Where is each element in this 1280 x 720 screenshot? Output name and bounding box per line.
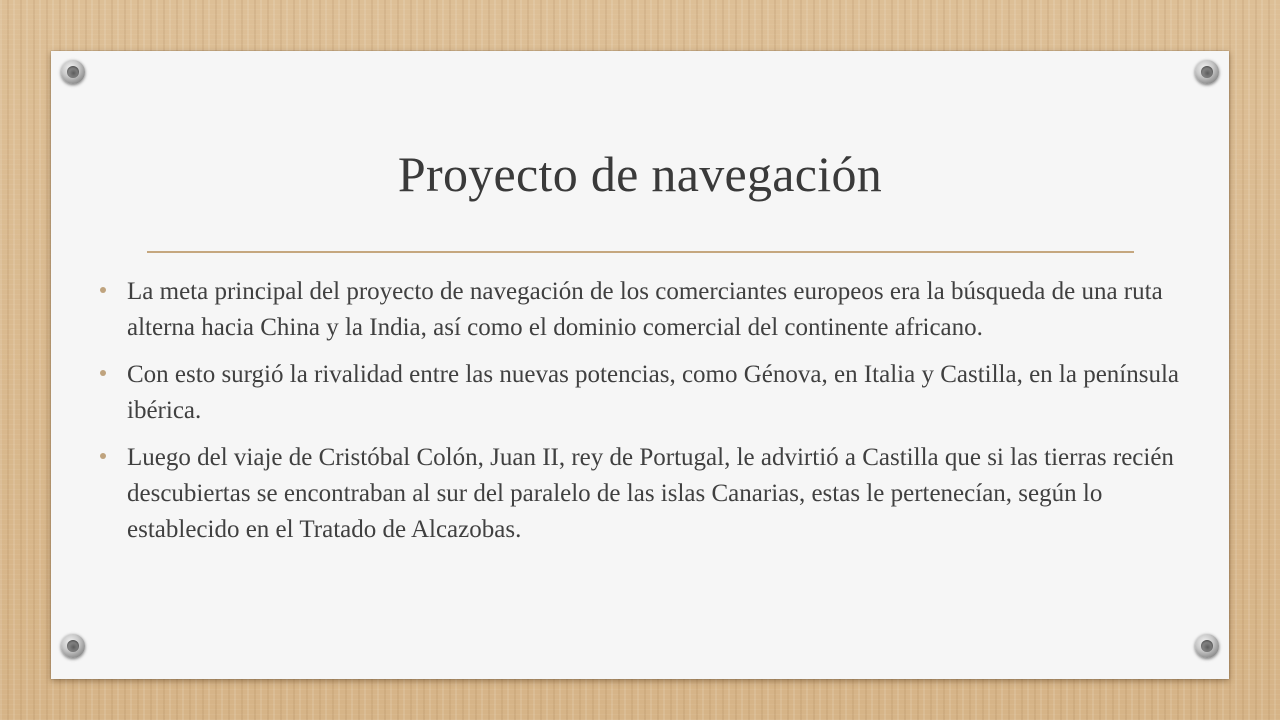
bullet-item (100, 440, 1180, 548)
bullet-item (100, 274, 1180, 346)
bullet-text: La meta principal del proyecto de navegación de los comerciantes europeos era la búsqueda de una ruta alterna hacia China y la India, así como el dominio comercial del continente africano. (127, 278, 1163, 341)
bullet-list (100, 274, 1180, 559)
pushpin-icon (61, 60, 85, 84)
pushpin-icon (61, 634, 85, 658)
title-divider (147, 251, 1134, 253)
bullet-dot-icon (100, 453, 106, 459)
bullet-dot-icon (100, 287, 106, 293)
bullet-item (100, 357, 1180, 429)
bullet-text: Luego del viaje de Cristóbal Colón, Juan II, rey de Portugal, le advirtió a Castilla que si las tierras recién descubiertas se encontraban al sur del paralelo de las islas Canarias, estas le pertenecían, según lo establecido en el Tratado de Alcazobas. (127, 444, 1174, 543)
bullet-dot-icon (100, 370, 106, 376)
pushpin-icon (1195, 634, 1219, 658)
slide-title: Proyecto de navegación (397, 146, 883, 202)
bullet-text: Con esto surgió la rivalidad entre las nuevas potencias, como Génova, en Italia y Castilla, en la península ibérica. (127, 361, 1180, 424)
pushpin-icon (1195, 60, 1219, 84)
